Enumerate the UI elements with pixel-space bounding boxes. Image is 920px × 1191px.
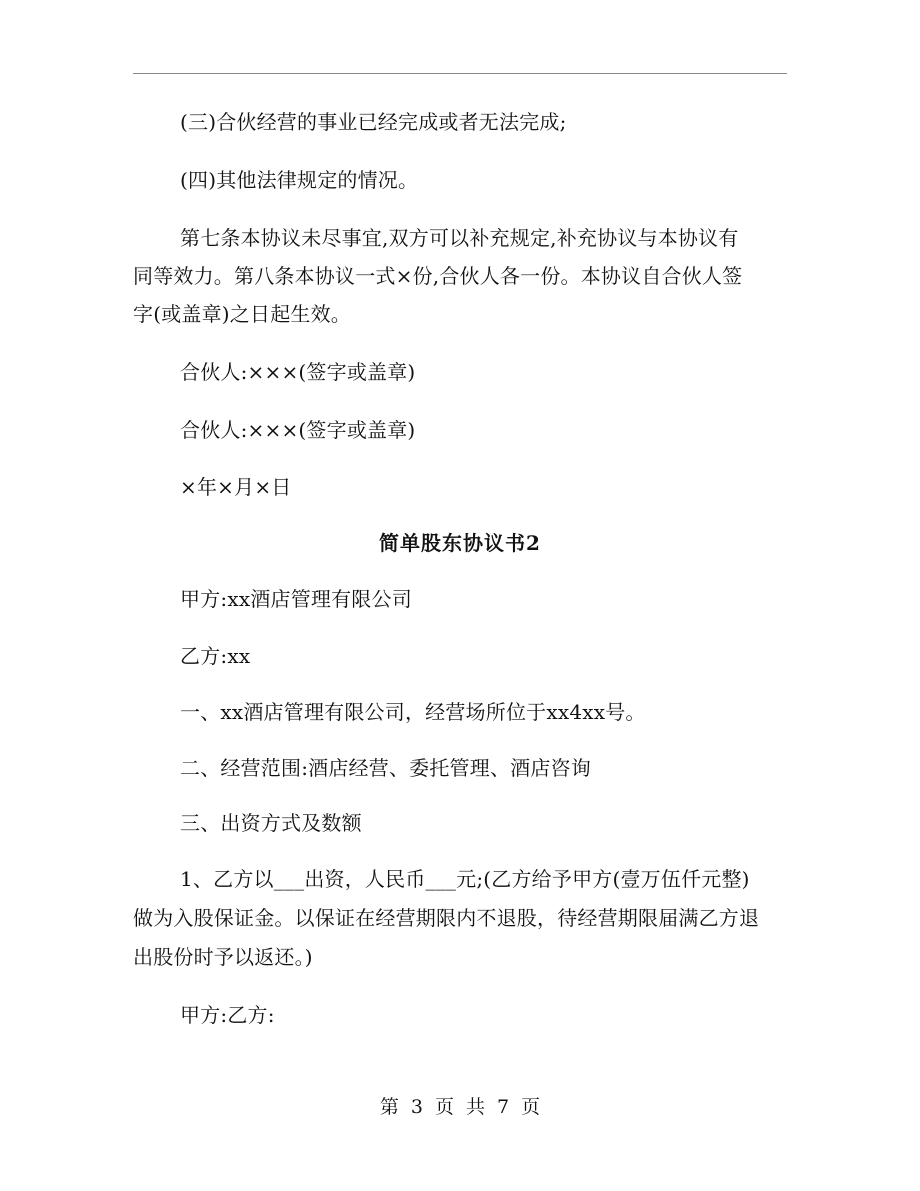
- article-seven-line-1: 第七条本协议未尽事宜,双方可以补充规定,补充协议与本协议有: [180, 226, 739, 250]
- investment-line-2: 做为入股保证金。以保证在经营期限内不退股，待经营期限届满乙方退: [133, 906, 760, 930]
- item-three: 三、出资方式及数额: [180, 811, 362, 835]
- partner-signature-2: 合伙人:×××(签字或盖章): [180, 418, 416, 442]
- party-b: 乙方:xx: [180, 644, 251, 668]
- signature-date: ×年×月×日: [180, 475, 292, 499]
- article-seven-line-2: 同等效力。第八条本协议一式×份,合伙人各一份。本协议自合伙人签: [133, 264, 743, 288]
- item-one: 一、xx酒店管理有限公司，经营场所位于xx4xx号。: [180, 700, 646, 724]
- header-rule: [133, 73, 787, 74]
- article-seven-line-3: 字(或盖章)之日起生效。: [133, 302, 352, 326]
- item-two: 二、经营范围:酒店经营、委托管理、酒店咨询: [180, 756, 591, 780]
- party-a: 甲方:xx酒店管理有限公司: [180, 587, 412, 611]
- partner-signature-1: 合伙人:×××(签字或盖章): [180, 360, 416, 384]
- signatures-line: 甲方:乙方:: [180, 1003, 275, 1027]
- investment-line-1: 1、乙方以___出资，人民币___元;(乙方给予甲方(壹万伍仟元整): [180, 867, 750, 891]
- section-title: 简单股东协议书2: [379, 531, 541, 555]
- page-number: 第 3 页 共 7 页: [379, 1096, 541, 1118]
- investment-line-3: 出股份时予以返还。): [133, 945, 313, 969]
- clause-four: (四)其他法律规定的情况。: [180, 168, 419, 192]
- clause-three: (三)合伙经营的事业已经完成或者无法完成;: [180, 110, 567, 134]
